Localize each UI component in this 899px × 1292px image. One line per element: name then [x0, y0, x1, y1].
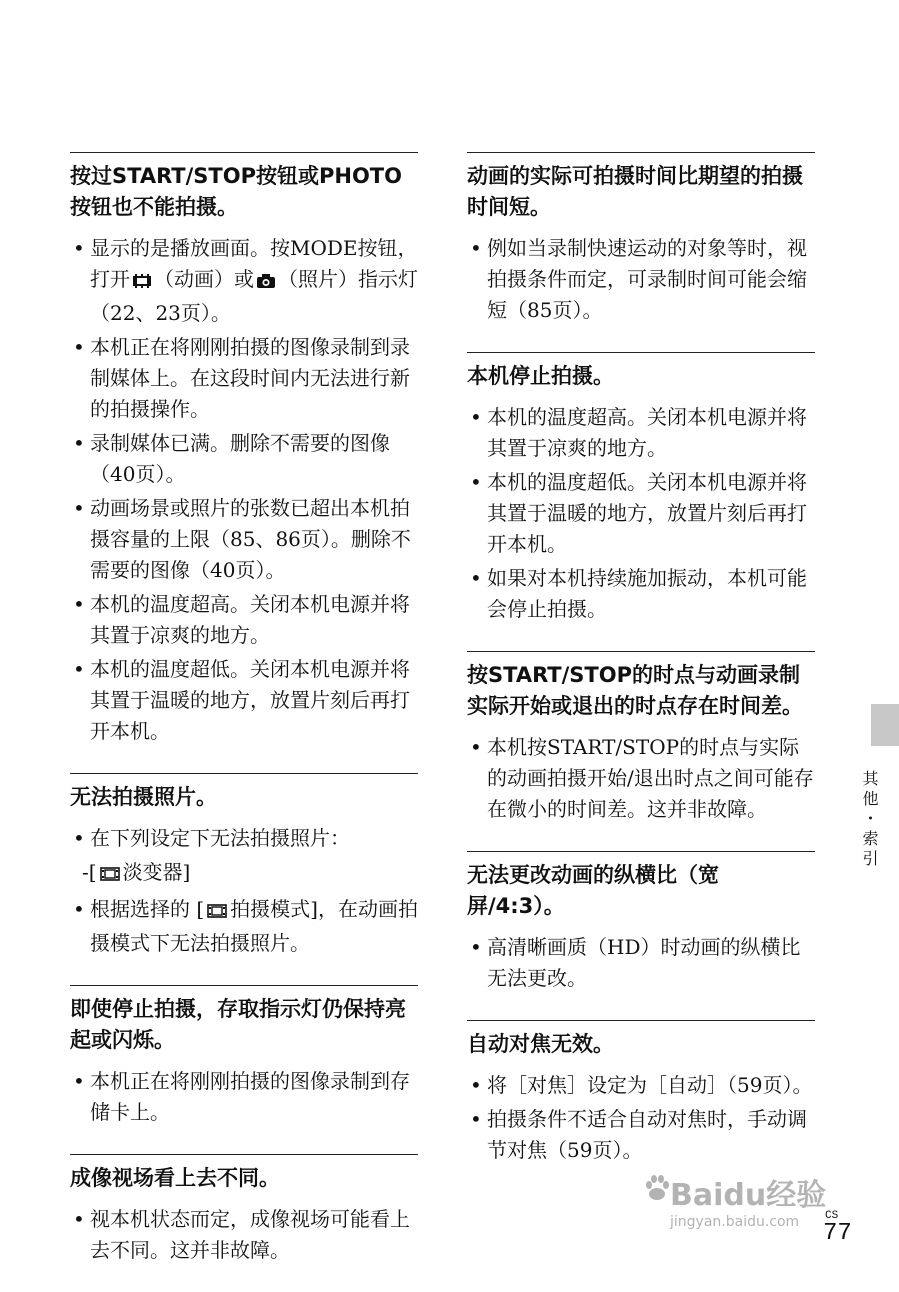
list-item: • 视本机状态而定，成像视场可能看上去不同。这并非故障。 — [70, 1204, 418, 1266]
right-column — [467, 152, 815, 1192]
section-title: 动画的实际可拍摄时间比期望的拍摄时间短。 — [467, 164, 803, 219]
side-tab-label: 其他・索引 — [860, 770, 879, 870]
watermark-brand: Baidu经验 — [670, 1178, 827, 1213]
list-item: • 本机的温度超低。关闭本机电源并将其置于温暖的地方，放置片刻后再打开本机。 — [467, 467, 815, 560]
list-item: • 例如当录制快速运动的对象等时，视拍摄条件而定，可录制时间可能会缩短（85页）。 — [467, 233, 815, 326]
list-item: • 显示的是播放画面。按MODE按钮，打开 （动画）或 （照片）指示灯（22、23页）。 — [70, 233, 418, 329]
left-column — [70, 152, 418, 1292]
list-item: • 根据选择的 [ 拍摄模式]，在动画拍摄模式下无法拍摄照片。 — [70, 894, 418, 959]
section-autofocus — [467, 1020, 815, 1166]
list-item: • 本机的温度超高。关闭本机电源并将其置于凉爽的地方。 — [70, 589, 418, 651]
bullet-list — [467, 932, 815, 994]
region-code: CS — [825, 1210, 839, 1222]
section-title: 本机停止拍摄。 — [467, 364, 614, 388]
list-item: • 本机正在将刚刚拍摄的图像录制到存储卡上。 — [70, 1066, 418, 1128]
watermark-url: jingyan.baidu.com — [670, 1214, 800, 1230]
section-field-of-view — [70, 1154, 418, 1266]
page-number: 77 — [823, 1220, 852, 1247]
movie-icon — [132, 267, 152, 298]
section-recording-time — [467, 152, 815, 326]
baidu-watermark — [640, 1162, 850, 1242]
section-title: 按START/STOP的时点与动画录制实际开始或退出的时点存在时间差。 — [467, 663, 803, 718]
bullet-list — [467, 1070, 815, 1166]
section-title: 按过START/STOP按钮或PHOTO按钮也不能拍摄。 — [70, 164, 402, 219]
camera-icon — [256, 267, 276, 298]
list-item: • 录制媒体已满。删除不需要的图像（40页）。 — [70, 428, 418, 490]
list-item: • 本机正在将刚刚拍摄的图像录制到录制媒体上。在这段时间内无法进行新的拍摄操作。 — [70, 332, 418, 425]
fader-movie-icon — [99, 860, 121, 891]
list-item: • 如果对本机持续施加振动，本机可能会停止拍摄。 — [467, 563, 815, 625]
list-item: • 在下列设定下无法拍摄照片： — [70, 823, 418, 854]
section-title: 成像视场看上去不同。 — [70, 1166, 280, 1190]
bullet-list — [70, 1204, 418, 1266]
list-item: • 本机的温度超低。关闭本机电源并将其置于温暖的地方，放置片刻后再打开本机。 — [70, 654, 418, 747]
section-time-lag — [467, 651, 815, 825]
section-stops-recording — [467, 352, 815, 625]
bullet-list — [467, 402, 815, 625]
bullet-list — [467, 732, 815, 825]
list-item: • 高清晰画质（HD）时动画的纵横比无法更改。 — [467, 932, 815, 994]
bullet-list — [70, 823, 418, 959]
section-title: 无法拍摄照片。 — [70, 785, 217, 809]
bullet-list — [467, 233, 815, 326]
section-access-lamp — [70, 985, 418, 1128]
sub-list-item: -[ 淡变器] — [70, 857, 418, 891]
section-title: 自动对焦无效。 — [467, 1032, 614, 1056]
list-item: • 拍摄条件不适合自动对焦时，手动调节对焦（59页）。 — [467, 1104, 815, 1166]
section-aspect-ratio — [467, 851, 815, 994]
list-item: • 本机的温度超高。关闭本机电源并将其置于凉爽的地方。 — [467, 402, 815, 464]
section-cannot-take-photos — [70, 773, 418, 959]
bullet-list — [70, 233, 418, 747]
list-item: • 动画场景或照片的张数已超出本机拍摄容量的上限（85、86页）。删除不需要的图像（40页）。 — [70, 493, 418, 586]
section-title: 即使停止拍摄，存取指示灯仍保持亮起或闪烁。 — [70, 997, 406, 1052]
list-item: • 本机按START/STOP的时点与实际的动画拍摄开始/退出时点之间可能存在微小的时间差。这并非故障。 — [467, 732, 815, 825]
list-item: • 将［对焦］设定为［自动］（59页）。 — [467, 1070, 815, 1101]
movie-mode-icon — [206, 897, 228, 928]
section-title: 无法更改动画的纵横比（宽屏/4:3）。 — [467, 863, 719, 918]
side-tab-marker — [871, 704, 899, 746]
paw-icon — [644, 1174, 670, 1202]
section-cannot-shoot — [70, 152, 418, 747]
bullet-list — [70, 1066, 418, 1128]
